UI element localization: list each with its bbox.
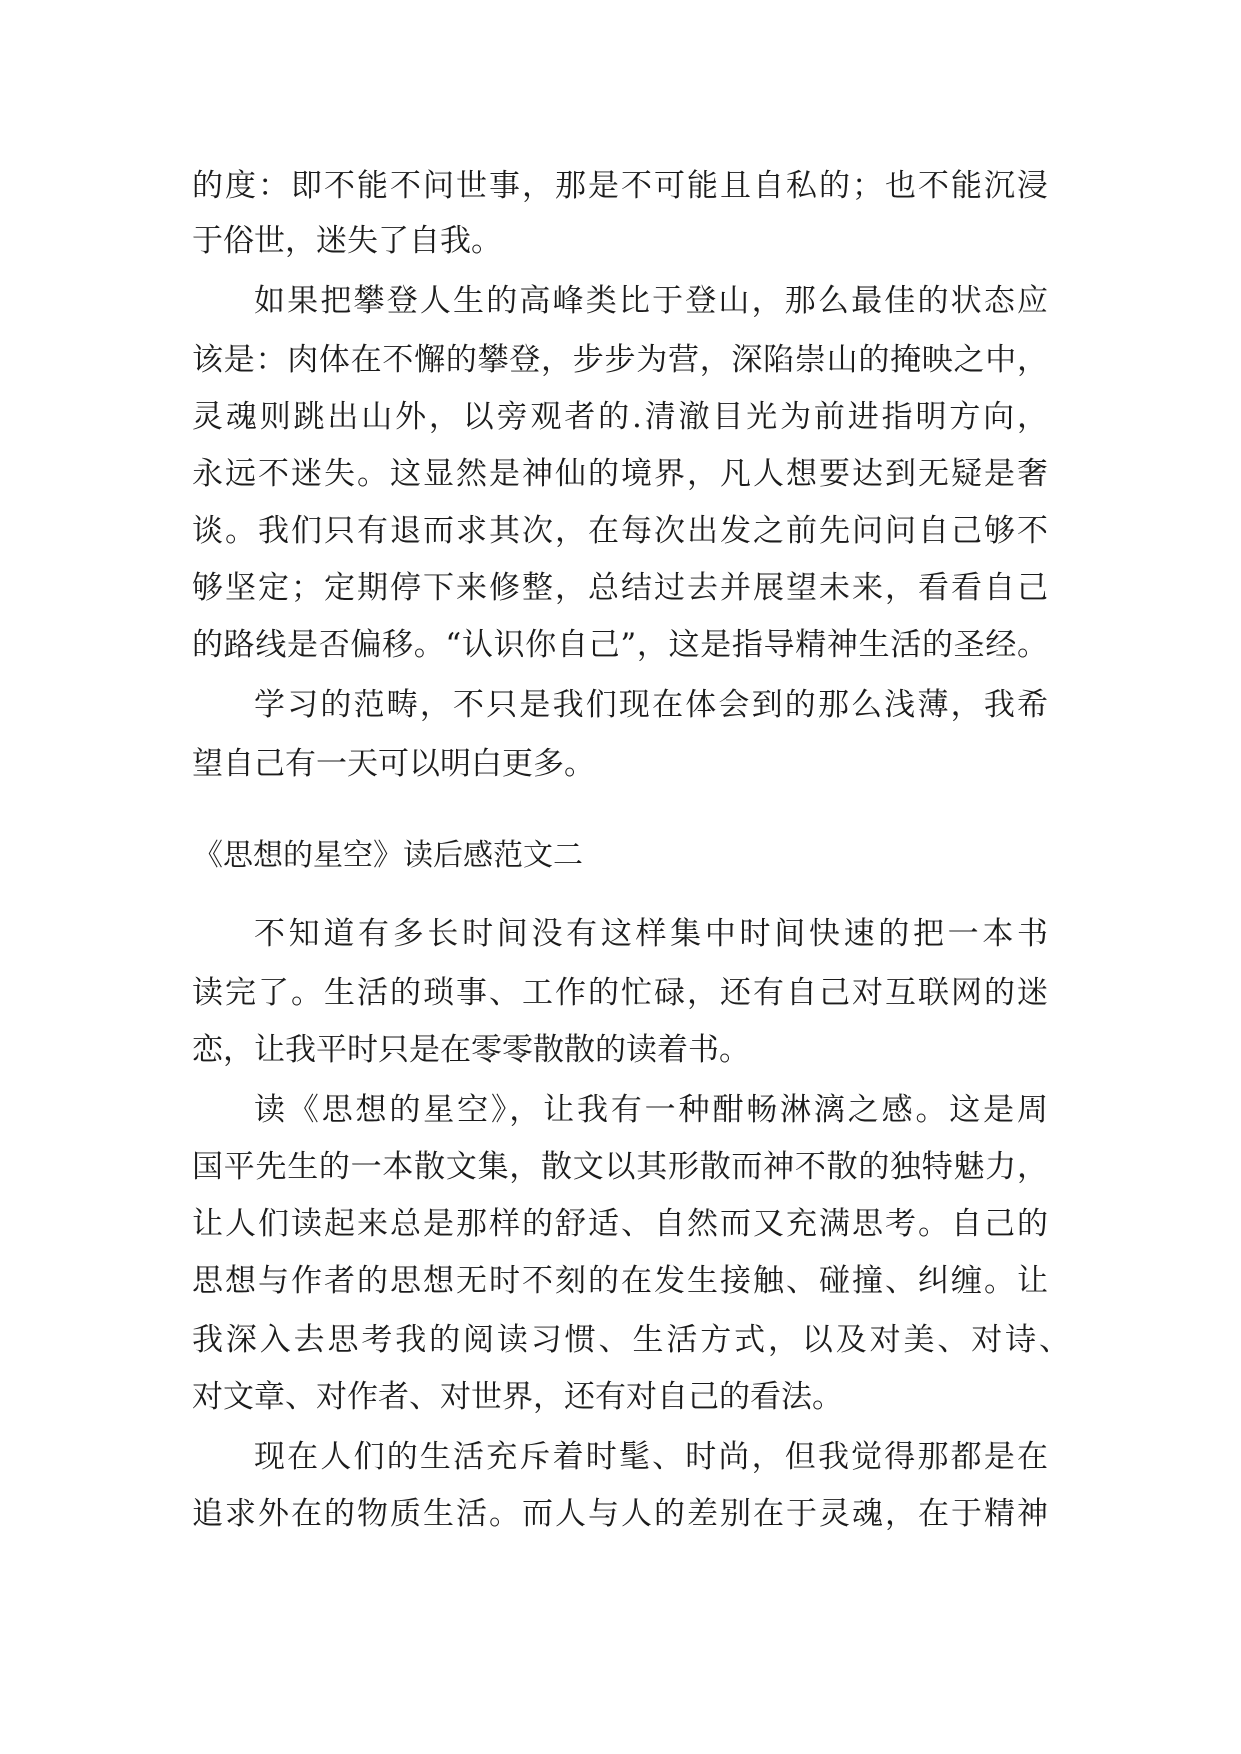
text-line <box>0 1137 1241 1197</box>
text-line-content: 不知道有多长时间没有这样集中时间快速的把一本书 <box>254 916 1048 952</box>
text-line <box>0 211 1241 271</box>
text-line <box>0 1194 1241 1254</box>
text-line-content: 读《思想的星空》，让我有一种酣畅淋漓之感。这是周 <box>254 1092 1048 1128</box>
paragraph-first-line <box>0 675 1241 735</box>
paragraph-first-line <box>0 1080 1241 1140</box>
text-line-content: 学习的范畴，不只是我们现在体会到的那么浅薄，我希 <box>254 687 1048 723</box>
text-line <box>0 1367 1241 1427</box>
text-line-content: 于俗世，迷失了自我。 <box>192 223 502 259</box>
text-line <box>0 734 1241 794</box>
section-heading: 《思想的星空》读后感范文二 <box>193 838 583 873</box>
text-line-content: 灵魂则跳出山外，以旁观者的.清澈目光为前进指明方向， <box>192 399 1048 435</box>
text-line <box>0 1310 1241 1370</box>
text-line-content: 我深入去思考我的阅读习惯、生活方式，以及对美、对诗、 <box>192 1322 1070 1358</box>
text-line-content: 够坚定；定期停下来修整，总结过去并展望未来，看看自己 <box>192 570 1048 606</box>
paragraph-first-line <box>0 1427 1241 1487</box>
text-line <box>0 1251 1241 1311</box>
text-line-content: 如果把攀登人生的高峰类比于登山，那么最佳的状态应 <box>254 283 1048 319</box>
text-line <box>0 330 1241 390</box>
text-line <box>0 501 1241 561</box>
text-line <box>0 558 1241 618</box>
text-line <box>0 156 1241 216</box>
text-line-content: 恋，让我平时只是在零零散散的读着书。 <box>192 1032 750 1068</box>
text-line <box>0 444 1241 504</box>
text-line-content: 的度：即不能不问世事，那是不可能且自私的；也不能沉浸 <box>192 168 1048 204</box>
text-line-content: 的路线是否偏移。“认识你自己”，这是指导精神生活的圣经。 <box>192 627 1048 663</box>
paragraph-first-line <box>0 904 1241 964</box>
text-line <box>0 1020 1241 1080</box>
text-line-content: 现在人们的生活充斥着时髦、时尚，但我觉得那都是在 <box>254 1439 1048 1475</box>
text-line-content: 永远不迷失。这显然是神仙的境界，凡人想要达到无疑是奢 <box>192 456 1048 492</box>
paragraph-first-line <box>0 271 1241 331</box>
text-line-content: 该是：肉体在不懈的攀登，步步为营，深陷崇山的掩映之中， <box>192 342 1048 378</box>
text-line-content: 读完了。生活的琐事、工作的忙碌，还有自己对互联网的迷 <box>192 975 1048 1011</box>
text-line <box>0 387 1241 447</box>
text-line-content: 对文章、对作者、对世界，还有对自己的看法。 <box>192 1379 843 1415</box>
text-line-content: 国平先生的一本散文集，散文以其形散而神不散的独特魅力， <box>192 1149 1048 1185</box>
text-line <box>0 1484 1241 1544</box>
text-line-content: 思想与作者的思想无时不刻的在发生接触、碰撞、纠缠。让 <box>192 1263 1048 1299</box>
text-line-content: 谈。我们只有退而求其次，在每次出发之前先问问自己够不 <box>192 513 1048 549</box>
text-line-content: 追求外在的物质生活。而人与人的差别在于灵魂，在于精神 <box>192 1496 1048 1532</box>
text-line-content: 让人们读起来总是那样的舒适、自然而又充满思考。自己的 <box>192 1206 1048 1242</box>
text-line-content: 望自己有一天可以明白更多。 <box>192 746 595 782</box>
text-line <box>0 615 1241 675</box>
text-line <box>0 963 1241 1023</box>
